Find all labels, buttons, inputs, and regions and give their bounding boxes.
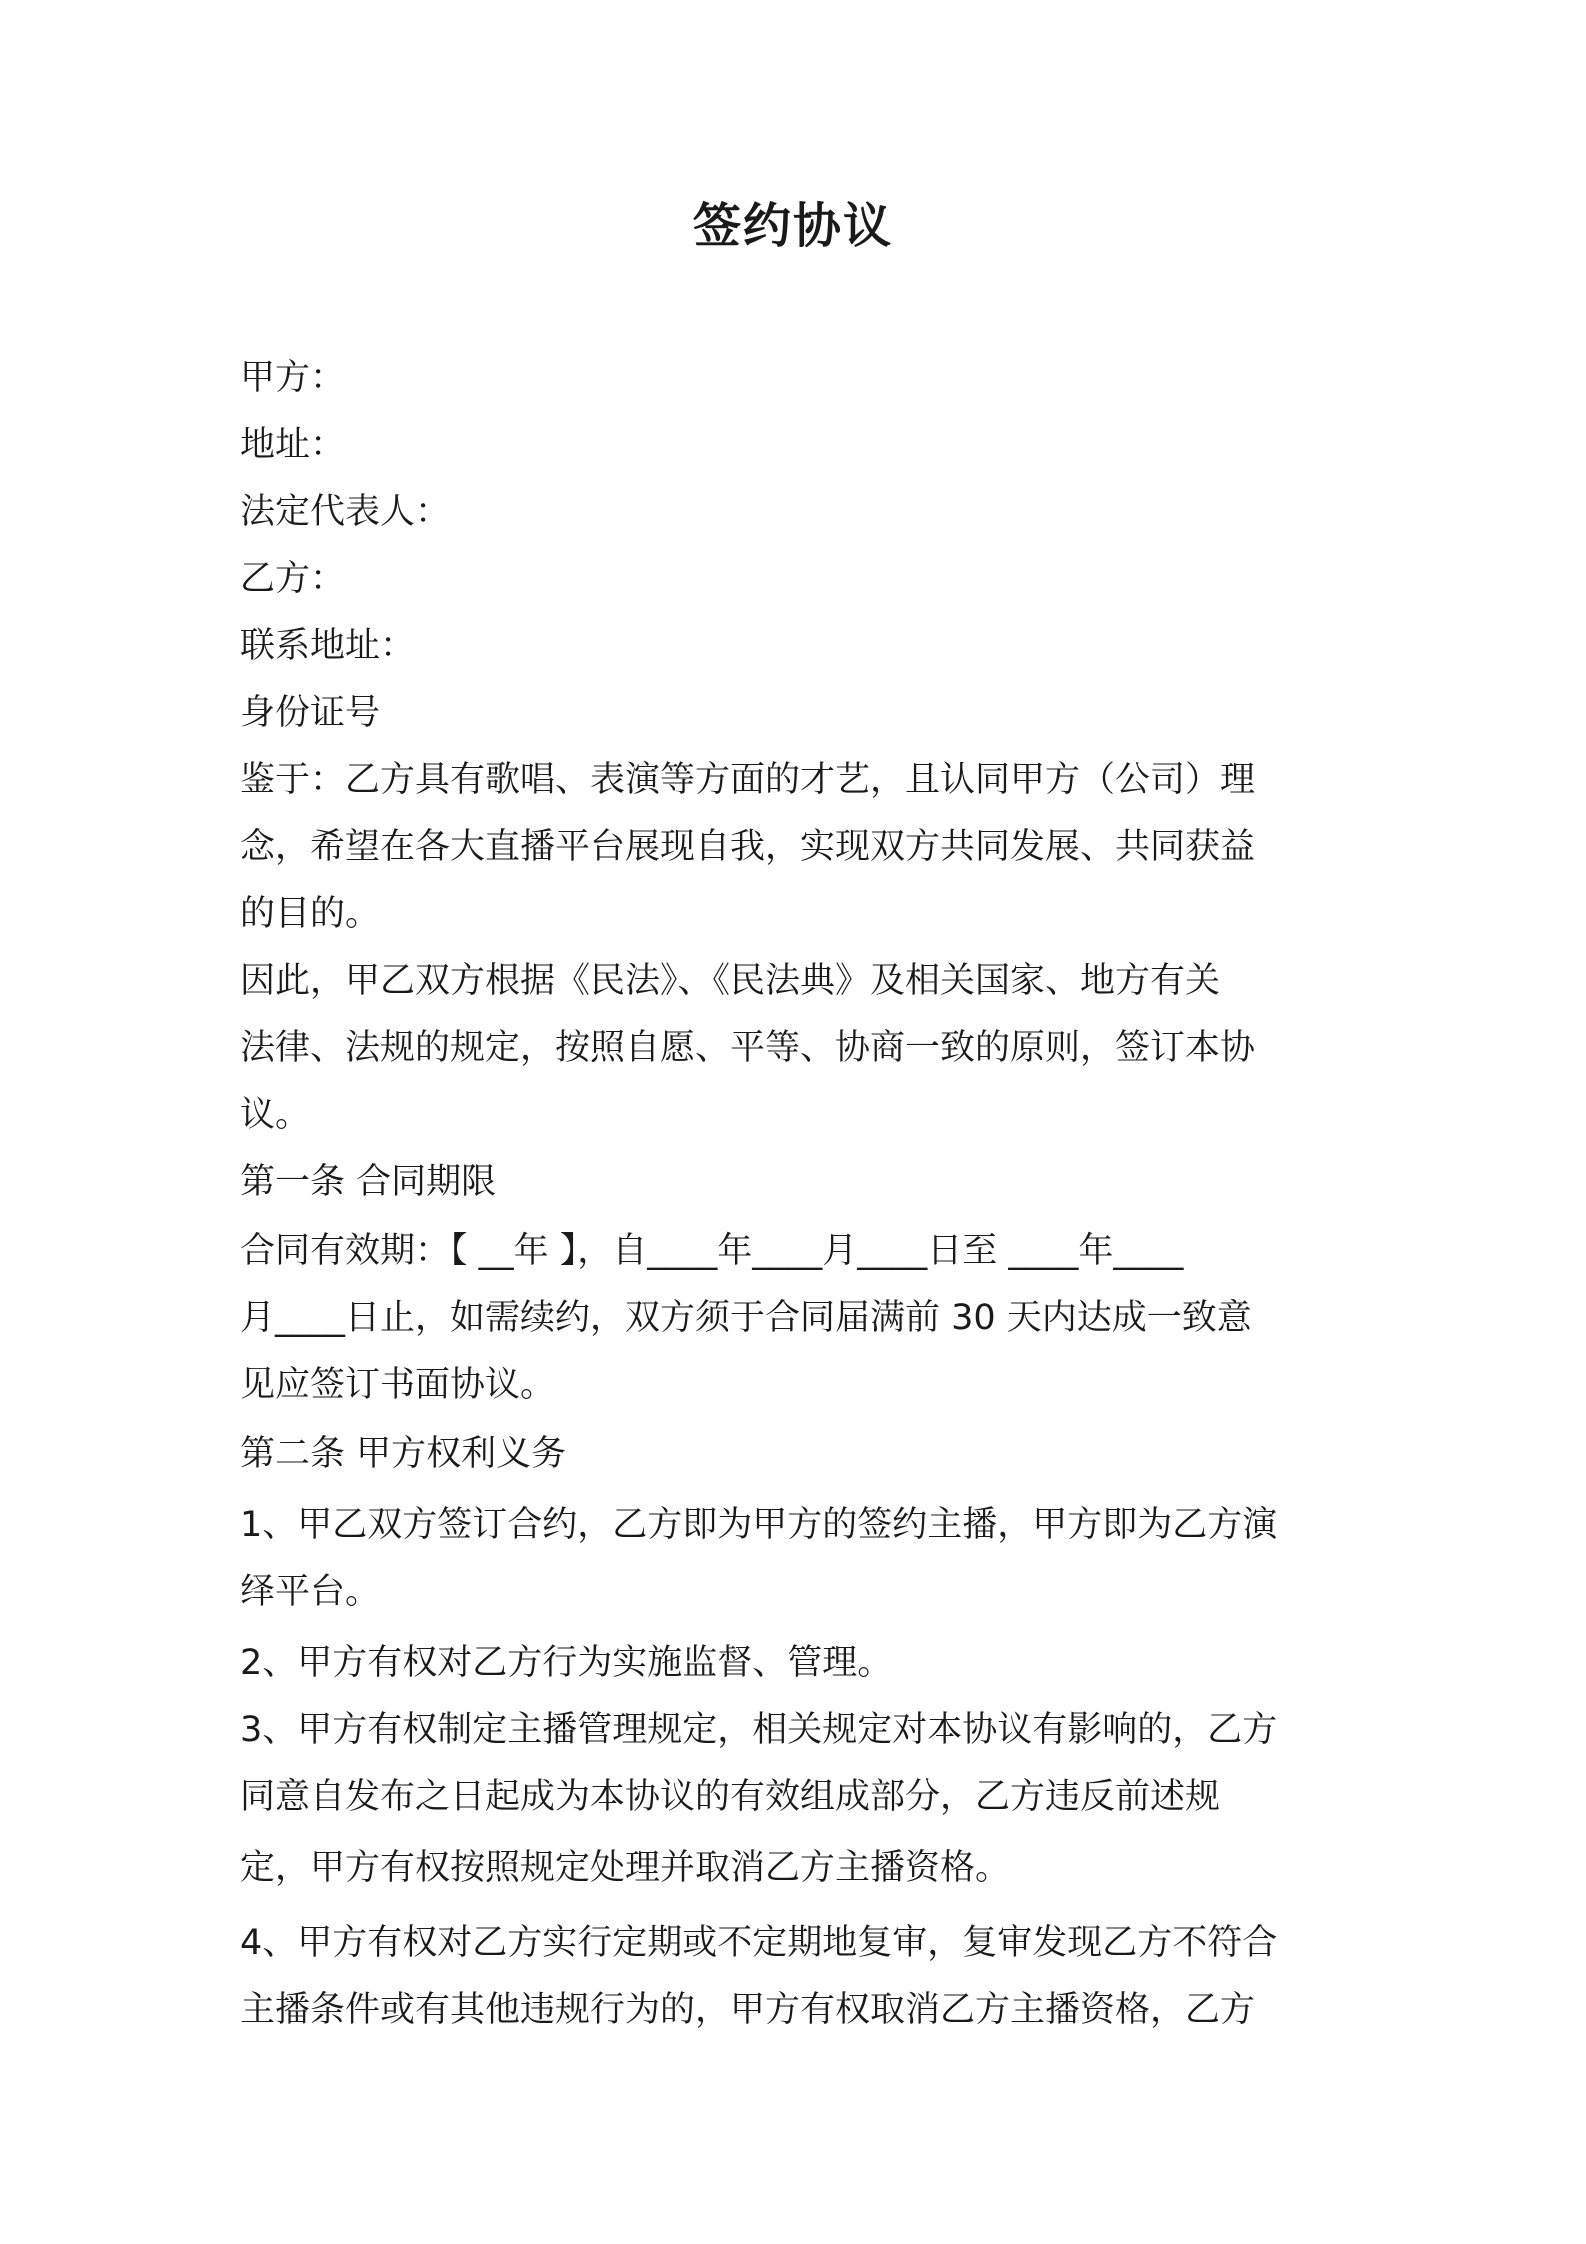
article-two-heading: 第二条 甲方权利义务 [240, 1434, 567, 1474]
document-title: 签约协议 [692, 198, 893, 254]
contact-address-label: 联系地址： [240, 626, 416, 666]
whereas-paragraph-line: 的目的。 [240, 894, 381, 934]
clause-3-line: 定，甲方有权按照规定处理并取消乙方主播资格。 [240, 1848, 1011, 1888]
clause-3-line: 同意自发布之日起成为本协议的有效组成部分，乙方违反前述规 [240, 1777, 1221, 1817]
therefore-paragraph-line: 议。 [240, 1095, 311, 1135]
clause-1-line: 绎平台。 [240, 1572, 381, 1612]
contract-term-line: 见应签订书面协议。 [240, 1365, 556, 1405]
contract-term-line: 合同有效期：【 __年 】，自____年____月____日至 ____年____ [240, 1231, 1184, 1271]
whereas-paragraph-line: 念，希望在各大直播平台展现自我，实现双方共同发展、共同获益 [240, 827, 1256, 867]
party-b-label: 乙方： [240, 559, 346, 599]
legal-representative-label: 法定代表人： [240, 492, 451, 532]
therefore-paragraph-line: 法律、法规的规定，按照自愿、平等、协商一致的原则，签订本协 [240, 1028, 1256, 1068]
therefore-paragraph-line: 因此，甲乙双方根据《民法》、《民法典》及相关国家、地方有关 [240, 961, 1221, 1001]
clause-3-line: 3、甲方有权制定主播管理规定，相关规定对本协议有影响的，乙方 [240, 1710, 1278, 1750]
article-one-heading: 第一条 合同期限 [240, 1162, 497, 1202]
clause-2-line: 2、甲方有权对乙方行为实施监督、管理。 [240, 1643, 893, 1683]
id-number-label: 身份证号 [240, 693, 381, 733]
clause-4-line: 主播条件或有其他违规行为的，甲方有权取消乙方主播资格，乙方 [240, 1990, 1256, 2030]
clause-1-line: 1、甲乙双方签订合约，乙方即为甲方的签约主播，甲方即为乙方演 [240, 1505, 1278, 1545]
party-a-label: 甲方： [240, 358, 346, 398]
document-body [240, 345, 1352, 2044]
address-label: 地址： [240, 425, 346, 465]
clause-4-line: 4、甲方有权对乙方实行定期或不定期地复审，复审发现乙方不符合 [240, 1923, 1278, 1963]
contract-term-line: 月____日止，如需续约，双方须于合同届满前 30 天内达成一致意 [240, 1298, 1252, 1338]
whereas-paragraph-line: 鉴于：乙方具有歌唱、表演等方面的才艺，且认同甲方（公司）理 [240, 760, 1256, 800]
